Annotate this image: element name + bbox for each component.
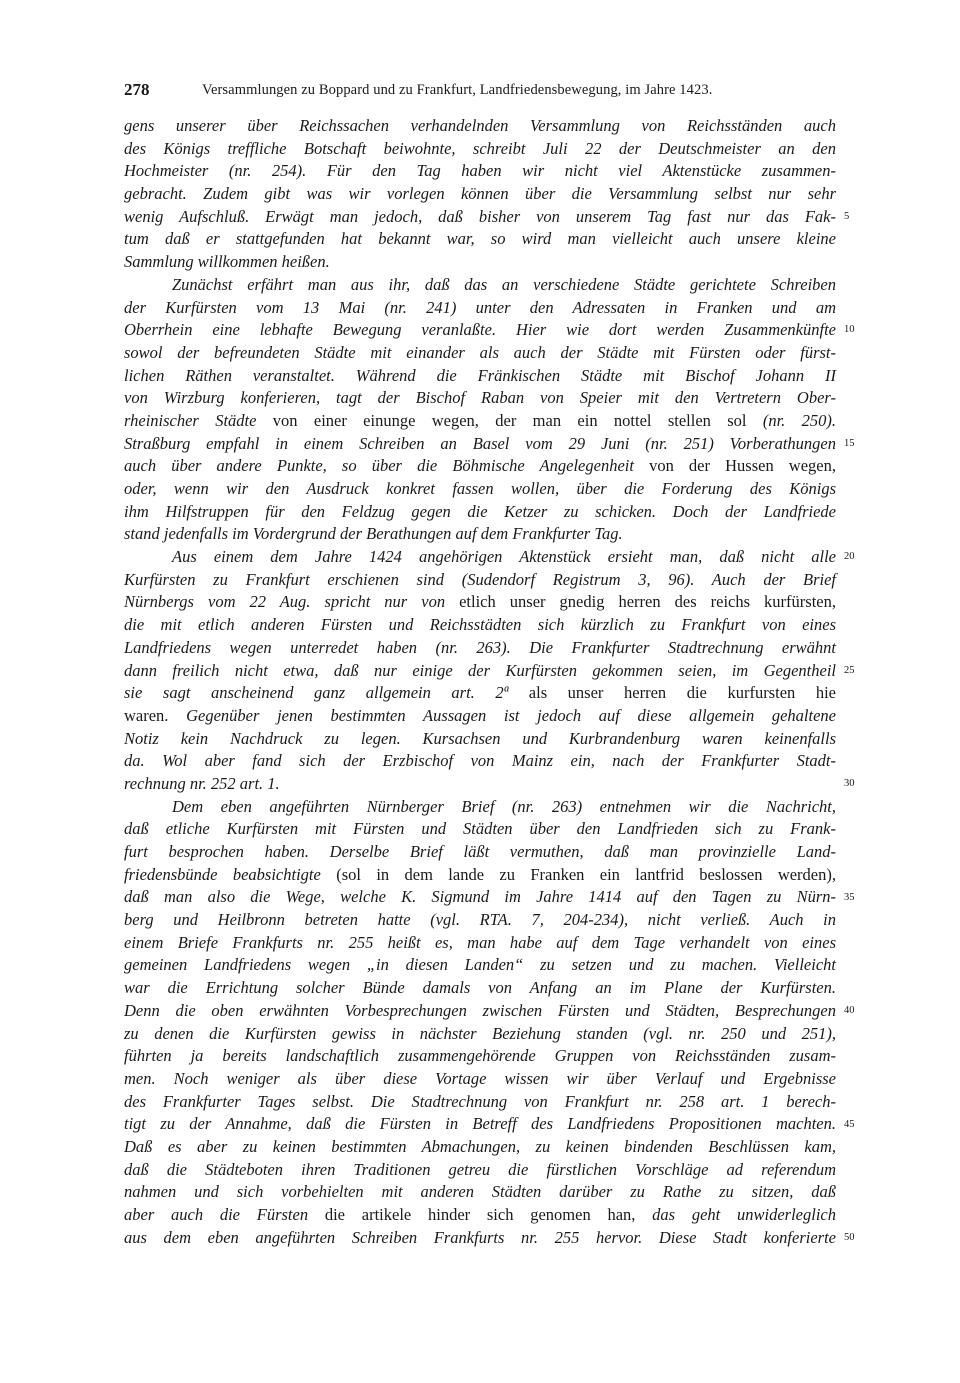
line-text: da. Wol aber fand sich der Erzbischof von Mainz ein, nach der Frankfurter Stadt- xyxy=(124,751,836,771)
margin-line-number: 35 xyxy=(844,891,855,903)
line-text: Denn die oben erwähnten Vorbesprechungen zwischen Fürsten und Städten, Besprechungen xyxy=(124,1000,836,1020)
line-text: stand jedenfalls im Vordergrund der Berathungen auf dem Frankfurter Tag. xyxy=(124,524,623,544)
line-text: men. Noch weniger als über diese Vortage wissen wir über Verlauf und Ergebnisse xyxy=(124,1068,836,1088)
text-line xyxy=(124,274,836,297)
line-text: tum daß er stattgefunden hat bekannt war, so wird man vielleicht auch unsere kleine xyxy=(124,229,836,249)
margin-line-number: 40 xyxy=(844,1005,855,1017)
line-text: tigt zu der Annahme, daß die Fürsten in Betreff des Landfriedens Propositionen machten. xyxy=(124,1114,836,1134)
text-line xyxy=(124,228,836,251)
line-text: Sammlung willkommen heißen. xyxy=(124,252,330,272)
quoted-source-text: von einer einunge wegen, der man ein nottel stellen sol xyxy=(272,410,747,430)
text-line xyxy=(124,954,836,977)
line-text: von Wirzburg konferieren, tagt der Bischof Raban von Speier mit den Vertretern Ober- xyxy=(124,388,836,408)
line-text: aber auch die Fürsten xyxy=(124,1205,309,1224)
text-line xyxy=(124,1181,836,1204)
body-text xyxy=(124,115,836,1249)
text-line xyxy=(124,637,836,660)
line-text: Zunächst erfährt man aus ihr, daß das an verschiedene Städte gerichtete Schreiben xyxy=(172,274,836,294)
line-text: rechnung nr. 252 art. 1. xyxy=(124,773,280,793)
text-line xyxy=(124,138,836,161)
text-line xyxy=(124,546,836,569)
text-line xyxy=(124,750,836,773)
line-text: war die Errichtung solcher Bünde damals von Anfang an im Plane der Kurfürsten. xyxy=(124,978,836,998)
line-text: gens unserer über Reichssachen verhandelnden Versammlung von Reichsständen auch xyxy=(124,116,836,135)
line-text: Notiz kein Nachdruck zu legen. Kursachsen und Kurbrandenburg waren keinenfalls xyxy=(124,728,836,748)
line-text: des Frankfurter Tages selbst. Die Stadtrechnung von Frankfurt nr. 258 art. 1 berech- xyxy=(124,1091,836,1111)
line-text: wenig Aufschluß. Erwägt man jedoch, daß bisher von unserem Tag fast nur das Fak- xyxy=(124,206,836,226)
margin-line-number: 15 xyxy=(844,437,855,449)
line-text: sie sagt anscheinend ganz allgemein art. 2ª xyxy=(124,683,509,703)
line-text: gemeinen Landfriedens wegen „in diesen Landen“ zu setzen und zu machen. Vielleicht xyxy=(124,955,836,975)
margin-line-number: 30 xyxy=(844,778,855,790)
quoted-source-text: waren. xyxy=(124,705,169,725)
line-text: die mit etlich anderen Fürsten und Reichsstädten sich kürzlich zu Frankfurt von eines xyxy=(124,615,836,635)
text-line xyxy=(124,523,836,546)
text-line xyxy=(124,1000,836,1023)
line-text: daß man also die Wege, welche K. Sigmund im Jahre 1414 auf den Tagen zu Nürn- xyxy=(124,887,836,907)
line-text: Hochmeister (nr. 254). Für den Tag haben wir nicht viel Aktenstücke zusammen- xyxy=(124,161,836,181)
text-line xyxy=(124,841,836,864)
quoted-source-text: (sol in dem lande zu Franken ein lantfrid beslossen werden), xyxy=(336,864,836,884)
line-text: aus dem eben angeführten Schreiben Frankfurts nr. 255 hervor. Diese Stadt konferierte xyxy=(124,1227,836,1247)
text-line xyxy=(124,773,836,796)
line-text: daß etliche Kurfürsten mit Fürsten und Städten über den Landfrieden sich zu Frank- xyxy=(124,819,836,839)
line-text: (nr. 250). xyxy=(762,410,836,430)
margin-line-number: 45 xyxy=(844,1118,855,1130)
line-text: daß die Städteboten ihren Traditionen getreu die fürstlichen Vorschläge ad referendum xyxy=(124,1159,836,1179)
text-line xyxy=(124,705,836,728)
text-line xyxy=(124,342,836,365)
line-text: sowol der befreundeten Städte mit einander als auch der Städte mit Fürsten oder fürst- xyxy=(124,342,836,362)
text-line xyxy=(124,977,836,1000)
text-line xyxy=(124,365,836,388)
margin-line-number: 25 xyxy=(844,664,855,676)
text-line xyxy=(124,1227,836,1250)
line-text: Dem eben angeführten Nürnberger Brief (nr. 263) entnehmen wir die Nachricht, xyxy=(172,796,836,816)
line-text: Aus einem dem Jahre 1424 angehörigen Aktenstück ersieht man, daß nicht alle xyxy=(172,547,836,567)
line-text: einem Briefe Frankfurts nr. 255 heißt es, man habe auf dem Tage verhandelt von eines xyxy=(124,932,836,952)
text-line xyxy=(124,591,836,614)
text-line xyxy=(124,115,836,138)
text-line xyxy=(124,387,836,410)
text-line xyxy=(124,1113,836,1136)
text-line xyxy=(124,886,836,909)
text-line xyxy=(124,160,836,183)
text-line xyxy=(124,932,836,955)
margin-line-number: 20 xyxy=(844,551,855,563)
running-head: Versammlungen zu Boppard und zu Frankfurt, Landfriedensbewegung, im Jahre 1423. xyxy=(202,82,713,98)
text-line xyxy=(124,818,836,841)
line-text: Oberrhein eine lebhafte Bewegung veranlaßte. Hier wie dort werden Zusammenkünfte xyxy=(124,320,836,340)
text-line xyxy=(124,1045,836,1068)
line-text: Daß es aber zu keinen bestimmten Abmachungen, zu keinen bindenden Beschlüssen kam, xyxy=(124,1136,836,1156)
margin-line-number: 5 xyxy=(844,210,850,222)
line-text: ihm Hilfstruppen für den Feldzug gegen die Ketzer zu schicken. Doch der Landfriede xyxy=(124,501,836,521)
text-line xyxy=(124,660,836,683)
line-text: lichen Räthen veranstaltet. Während die Fränkischen Städte mit Bischof Johann II xyxy=(124,365,836,385)
text-line xyxy=(124,319,836,342)
quoted-source-text: von der Hussen wegen, xyxy=(649,456,836,476)
margin-line-number: 50 xyxy=(844,1232,855,1244)
quoted-source-text: die artikele hinder sich genomen han, xyxy=(324,1205,636,1224)
line-text: dann freilich nicht etwa, daß nur einige der Kurfürsten gekommen seien, im Gegentheil xyxy=(124,660,836,680)
text-line xyxy=(124,569,836,592)
line-text: Gegenüber jenen bestimmten Aussagen ist jedoch auf diese allgemein gehaltene xyxy=(186,705,836,725)
text-line xyxy=(124,433,836,456)
line-text: das geht unwiderleglich xyxy=(652,1205,836,1224)
line-text: rheinischer Städte xyxy=(124,410,257,430)
line-text: berg und Heilbronn betreten hatte (vgl. RTA. 7, 204-234), nicht verließ. Auch in xyxy=(124,910,836,930)
line-text: der Kurfürsten vom 13 Mai (nr. 241) unter den Adressaten in Franken und am xyxy=(124,297,836,317)
text-line xyxy=(124,614,836,637)
line-text: auch über andere Punkte, so über die Böhmische Angelegenheit xyxy=(124,456,634,476)
text-line xyxy=(124,1091,836,1114)
line-text: oder, wenn wir den Ausdruck konkret fassen wollen, über die Forderung des Königs xyxy=(124,479,836,498)
margin-line-number: 10 xyxy=(844,324,855,336)
line-text: nahmen und sich vorbehielten mit anderen Städten darüber zu Rathe zu sitzen, daß xyxy=(124,1182,836,1202)
text-line xyxy=(124,206,836,229)
line-text: friedensbünde beabsichtigte xyxy=(124,864,321,884)
text-line xyxy=(124,1068,836,1091)
line-text: gebracht. Zudem gibt was wir vorlegen können über die Versammlung selbst nur sehr xyxy=(124,184,836,204)
page-number: 278 xyxy=(124,80,150,99)
line-text: zu denen die Kurfürsten gewiss in nächster Beziehung standen (vgl. nr. 250 und 251), xyxy=(124,1023,836,1043)
line-text: Straßburg empfahl in einem Schreiben an Basel vom 29 Juni (nr. 251) Vorberathungen xyxy=(124,433,836,453)
text-line xyxy=(124,1136,836,1159)
line-text: furt besprochen haben. Derselbe Brief läßt vermuthen, daß man provinzielle Land- xyxy=(124,842,836,861)
line-text: Kurfürsten zu Frankfurt erschienen sind (Sudendorf Registrum 3, 96). Auch der Brief xyxy=(124,569,836,589)
text-line xyxy=(124,1159,836,1182)
text-line xyxy=(124,251,836,274)
line-text: Nürnbergs vom 22 Aug. spricht nur von xyxy=(124,592,446,612)
text-line xyxy=(124,796,836,819)
text-line xyxy=(124,682,836,705)
text-line xyxy=(124,728,836,751)
page-header xyxy=(124,80,836,104)
text-line xyxy=(124,410,836,433)
text-line xyxy=(124,909,836,932)
text-line xyxy=(124,501,836,524)
line-text: des Königs treffliche Botschaft beiwohnte, schreibt Juli 22 der Deutschmeister an den xyxy=(124,138,836,158)
text-line xyxy=(124,1023,836,1046)
text-line xyxy=(124,478,836,501)
text-line xyxy=(124,297,836,320)
quoted-source-text: etlich unser gnedig herren des reichs kurfürsten, xyxy=(459,592,836,612)
line-text: Landfriedens wegen unterredet haben (nr. 263). Die Frankfurter Stadtrechnung erwähnt xyxy=(124,637,836,657)
text-line xyxy=(124,864,836,887)
quoted-source-text: als unser herren die kurfursten hie xyxy=(528,683,836,703)
text-line xyxy=(124,455,836,478)
text-line xyxy=(124,1204,836,1227)
text-line xyxy=(124,183,836,206)
line-text: führten ja bereits landschaftlich zusammengehörende Gruppen von Reichsständen zusam- xyxy=(124,1046,836,1066)
